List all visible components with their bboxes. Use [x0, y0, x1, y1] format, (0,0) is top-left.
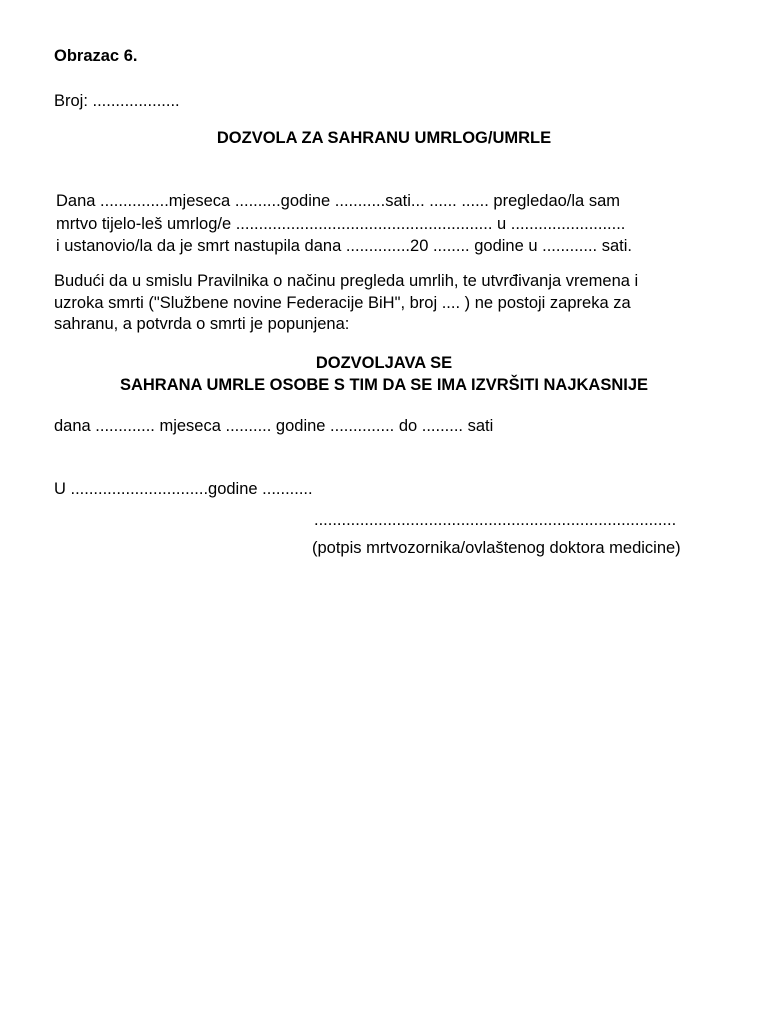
signature-caption: (potpis mrtvozornika/ovlaštenog doktora medicine)	[312, 539, 681, 557]
form-label: Obrazac 6.	[54, 47, 138, 65]
examination-line-1: Dana ...............mjeseca ..........godine ...........sati... ...... ...... pregledao/la sam	[56, 192, 620, 210]
basis-line-2: uzroka smrti ("Službene novine Federacije BiH", broj .... ) ne postoji zapreka za	[54, 294, 631, 312]
basis-line-3: sahranu, a potvrda o smrti je popunjena:	[54, 315, 350, 333]
permission-heading-2: SAHRANA UMRLE OSOBE S TIM DA SE IMA IZVRŠITI NAJKASNIJE	[119, 376, 649, 394]
examination-line-3: i ustanovio/la da je smrt nastupila dana ..............20 ........ godine u ............ sati.	[56, 237, 632, 255]
signature-line: ...............................................................................	[314, 511, 677, 529]
place-date-line: U ..............................godine ...........	[54, 480, 313, 498]
basis-line-1: Budući da u smislu Pravilnika o načinu pregleda umrlih, te utvrđivanja vremena i	[54, 272, 639, 290]
document-title: DOZVOLA ZA SAHRANU UMRLOG/UMRLE	[216, 129, 552, 147]
deadline-line: dana ............. mjeseca .......... godine .............. do ......... sati	[54, 417, 494, 435]
permission-heading-1: DOZVOLJAVA SE	[315, 354, 453, 372]
examination-line-2: mrtvo tijelo-leš umrlog/e ........................................................ u .........................	[56, 215, 626, 233]
number-line: Broj: ...................	[54, 92, 180, 110]
